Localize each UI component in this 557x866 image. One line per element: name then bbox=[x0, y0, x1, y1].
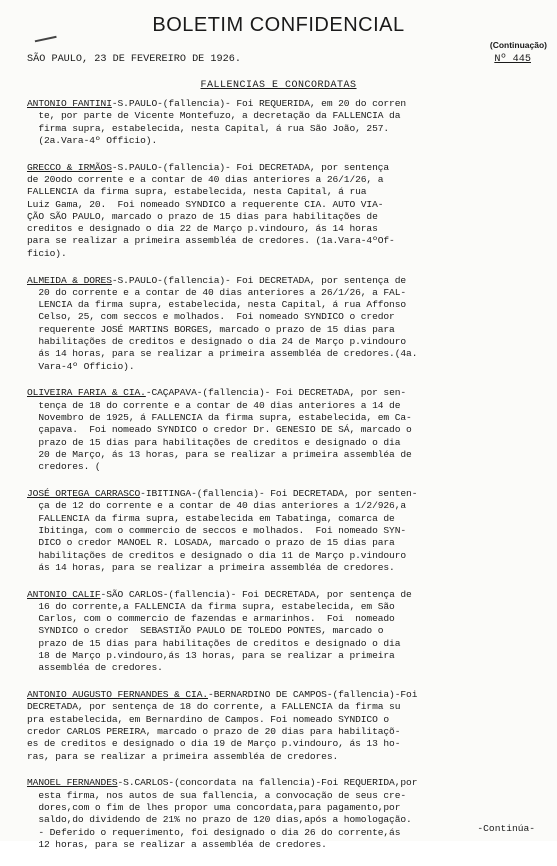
entry bbox=[27, 777, 551, 851]
entry-line: Vara-4º Officio). bbox=[27, 360, 135, 372]
entry-line: assembléa de credores. bbox=[27, 662, 163, 674]
continues-label: -Continúa- bbox=[477, 823, 535, 834]
entry-line: 18 de Março p.vindouro,ás 13 horas, para se realizar a primeira bbox=[27, 650, 395, 662]
entry-line: requerente JOSÉ MARTINS BORGES, marcado o prazo de 15 dias para bbox=[27, 323, 395, 335]
bulletin-number-label: Nº 445 bbox=[494, 54, 531, 65]
entry-line: credor CARLOS PEREIRA, marcado o prazo de 20 dias para habilitaçõ- bbox=[27, 726, 401, 738]
entry-line: credores. ( bbox=[27, 461, 101, 473]
entry-line: 12 horas, para se realizar a assembléa de credores. bbox=[27, 838, 327, 850]
entry-firm-name: ANTONIO CALIF bbox=[27, 588, 101, 600]
entry-line: GRECCO & IRMÃOS-S.PAULO-(fallencia)- Foi DECRETADA, por sentença bbox=[27, 161, 390, 173]
entry-line: Carlos, com o commercio de fazendas e armarinhos. Foi nomeado bbox=[27, 613, 395, 625]
entry bbox=[27, 589, 551, 675]
entry-line: Celso, 25, com seccos e molhados. Foi nomeado SYNDICO o credor bbox=[27, 311, 395, 323]
entry-line: 20 de Março, ás 13 horas, para se realizar a primeira assembléa de bbox=[27, 448, 412, 460]
entry bbox=[27, 98, 551, 147]
entry-line: Novembro de 1925, á FALLENCIA da firma supra, estabelecida, em Ca- bbox=[27, 412, 412, 424]
entry bbox=[27, 162, 551, 260]
entry-line: DECRETADA, por sentença de 18 do corrente, a FALLENCIA da firma su bbox=[27, 701, 401, 713]
entry bbox=[27, 488, 551, 574]
entry-line: SYNDICO o credor SEBASTIÃO PAULO DE TOLEDO PONTES, marcado o bbox=[27, 625, 384, 637]
entry-line: ás 14 horas, para se realizar a primeira assembléa de credores. bbox=[27, 561, 395, 573]
entry-line: Ibitinga, com o commercio de seccos e molhados. Foi nomeado SYN- bbox=[27, 524, 407, 536]
entry-line: (2a.Vara-4º Officio). bbox=[27, 134, 158, 146]
entry-line: ás 14 horas, para se realizar a primeira assembléa de credores.(4a. bbox=[27, 348, 418, 360]
entry-line: ANTONIO AUGUSTO FERNANDES & CIA.-BERNARDINO DE CAMPOS-(fallencia)-Foi bbox=[27, 689, 418, 701]
entry-firm-name: MANOEL FERNANDES bbox=[27, 777, 118, 789]
entry-line: es de creditos e designado o dia 19 de Março p.vindouro, ás 13 ho- bbox=[27, 738, 401, 750]
entry-firm-name: JOSÉ ORTEGA CARRASCO bbox=[27, 488, 141, 500]
entry-line: FALLENCIA da firma supra, estabelecida, nesta Capital, á rua bbox=[27, 186, 367, 198]
entry-line: esta firma, nos autos de sua fallencia, a convocação de seus cre- bbox=[27, 789, 407, 801]
entry-line: te, por parte de Vicente Montefuzo, a decretação da FALLENCIA da bbox=[27, 110, 401, 122]
entry-line: - Deferido o requerimento, foi designado o dia 26 do corrente,ás bbox=[27, 826, 401, 838]
entry-line: ANTONIO CALIF-SÃO CARLOS-(fallencia)- Foi DECRETADA, por sentença de bbox=[27, 588, 412, 600]
entry-line: ALMEIDA & DORES-S.PAULO-(fallencia)- Foi DECRETADA, por sentença de bbox=[27, 274, 407, 286]
entry-line: 20 do corrente e a contar de 40 dias anteriores a 26/1/26, a FAL- bbox=[27, 286, 407, 298]
entry-firm-name: ANTONIO AUGUSTO FERNANDES & CIA. bbox=[27, 689, 209, 701]
entry-line: LENCIA da firma supra, estabelecida, nesta Capital, á rua Affonso bbox=[27, 299, 407, 311]
entry-line: habilitações de creditos e designado o dia 24 de Março p.vindouro bbox=[27, 336, 407, 348]
entry-line: creditos e designado o dia 22 de Março p.vindouro, ás 14 horas bbox=[27, 223, 378, 235]
entry bbox=[27, 387, 551, 473]
entry-line: 16 do corrente,a FALLENCIA da firma supra, estabelecida, em São bbox=[27, 600, 395, 612]
entry-line: prazo de 15 dias para habilitações de creditos e designado o dia bbox=[27, 637, 401, 649]
entry-line: dores,com o fim de lhes propor uma concordata,para pagamento,por bbox=[27, 802, 401, 814]
entry-line: ANTONIO FANTINI-S.PAULO-(fallencia)- Foi REQUERIDA, em 20 do corren bbox=[27, 98, 407, 109]
ink-mark bbox=[35, 36, 58, 45]
entry-line: DICO o credor MANOEL R. LOSADA, marcado o prazo de 15 dias para bbox=[27, 537, 395, 549]
entry-line: tença de 18 do corrente e a contar de 40 dias anteriores a 14 de bbox=[27, 399, 401, 411]
entry-line: ficio). bbox=[27, 247, 67, 259]
entry-line: çapava. Foi nomeado SYNDICO o credor Dr. GENESIO DE SÁ, marcado o bbox=[27, 424, 412, 436]
bulletin-number bbox=[494, 54, 531, 65]
entry-line: ras, para se realizar a primeira assembléa de credores. bbox=[27, 750, 339, 762]
page-title: BOLETIM CONFIDENCIAL bbox=[152, 14, 405, 36]
dateline: SÃO PAULO, 23 DE FEVEREIRO DE 1926. bbox=[27, 54, 241, 65]
entry-line: FALLENCIA da firma supra, estabelecida em Tabatinga, comarca de bbox=[27, 512, 395, 524]
entry-firm-name: OLIVEIRA FARIA & CIA. bbox=[27, 387, 146, 399]
continuation-label: (Continuação) bbox=[489, 40, 547, 50]
entry-line: firma supra, estabelecida, nesta Capital, á rua São João, 257. bbox=[27, 122, 390, 134]
entry-line: habilitações de creditos e designado o dia 11 de Março p.vindouro bbox=[27, 549, 407, 561]
entry bbox=[27, 275, 551, 373]
entry-firm-name: ALMEIDA & DORES bbox=[27, 274, 112, 286]
entry-line: saldo,do dividendo de 21% no prazo de 120 dias,após a homologação. bbox=[27, 814, 412, 826]
entry-line: JOSÉ ORTEGA CARRASCO-IBITINGA-(fallencia)- Foi DECRETADA, por senten- bbox=[27, 488, 418, 500]
entry-line: ça de 12 do corrente e a contar de 40 dias anteriores a 1/2/926,a bbox=[27, 500, 407, 512]
entry-line: para se realizar a primeira assembléa de credores. (1a.Vara-4ºOf- bbox=[27, 235, 395, 247]
entries-list bbox=[27, 98, 551, 866]
entry-line: ÇÃO SÃO PAULO, marcado o prazo de 15 dias para habilitações de bbox=[27, 210, 378, 222]
entry-line: pra estabelecida, em Bernardino de Campos. Foi nomeado SYNDICO o bbox=[27, 713, 390, 725]
entry-line: prazo de 15 dias para habilitações de creditos e designado o dia bbox=[27, 436, 401, 448]
entry-line: MANOEL FERNANDES-S.CARLOS-(concordata na fallencia)-Foi REQUERIDA,por bbox=[27, 777, 418, 789]
entry bbox=[27, 689, 551, 763]
entry-line: Luiz Gama, 20. Foi nomeado SYNDICO a requerente CIA. AUTO VIA- bbox=[27, 198, 384, 210]
entry-firm-name: ANTONIO FANTINI bbox=[27, 98, 112, 109]
section-heading: FALLENCIAS E CONCORDATAS bbox=[200, 80, 357, 91]
entry-line: de 20odo corrente e a contar de 40 dias anteriores a 26/1/26, a bbox=[27, 173, 384, 185]
entry-firm-name: GRECCO & IRMÃOS bbox=[27, 161, 112, 173]
entry-line: OLIVEIRA FARIA & CIA.-CAÇAPAVA-(fallencia)- Foi DECRETADA, por sen- bbox=[27, 387, 407, 399]
